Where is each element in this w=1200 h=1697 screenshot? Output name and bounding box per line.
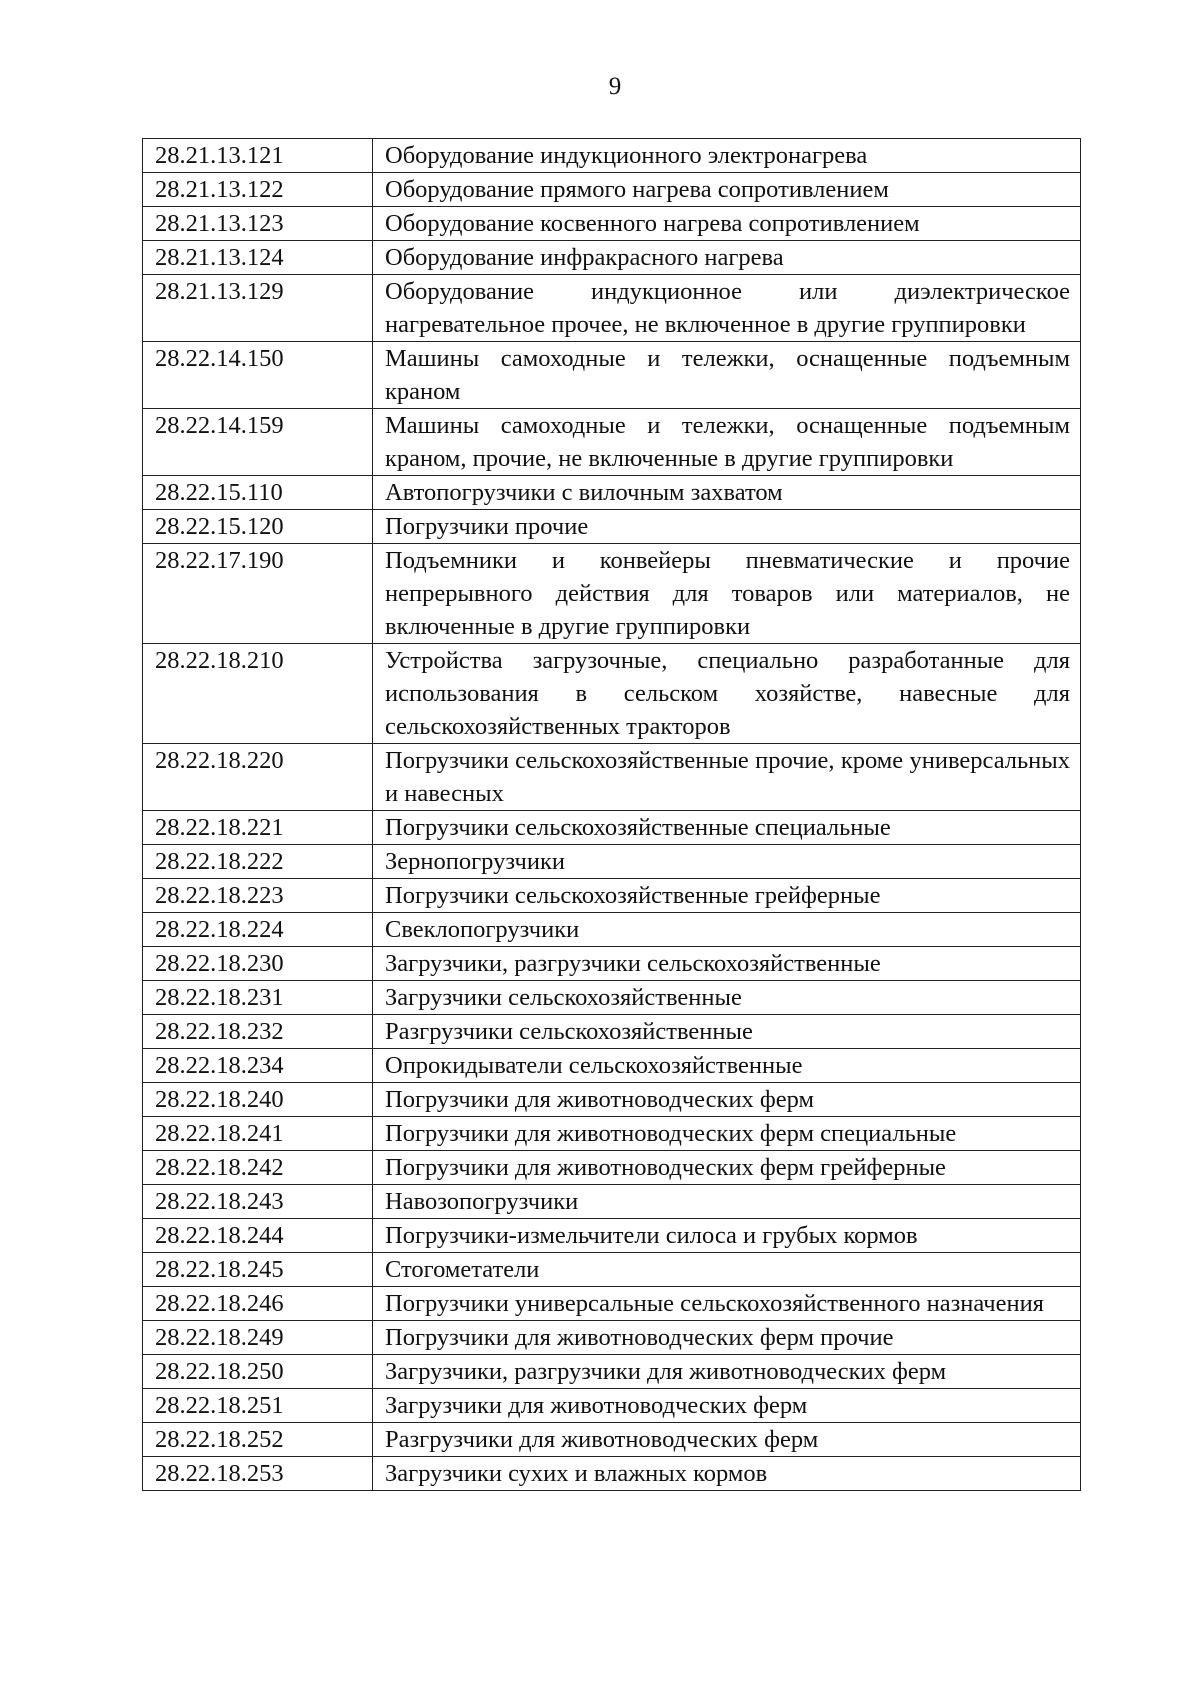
row-description: Зернопогрузчики — [373, 845, 1081, 879]
row-code: 28.22.18.252 — [143, 1423, 373, 1457]
table-row — [143, 1049, 1081, 1083]
row-code: 28.22.18.221 — [143, 811, 373, 845]
table-row — [143, 744, 1081, 811]
table-row — [143, 207, 1081, 241]
row-description: Опрокидыватели сельскохозяйственные — [373, 1049, 1081, 1083]
table-row — [143, 476, 1081, 510]
table-row — [143, 1287, 1081, 1321]
row-description: Стогометатели — [373, 1253, 1081, 1287]
row-description: Загрузчики сельскохозяйственные — [373, 981, 1081, 1015]
table-body — [143, 139, 1081, 1491]
table-row — [143, 1151, 1081, 1185]
row-code: 28.22.18.223 — [143, 879, 373, 913]
table-row — [143, 981, 1081, 1015]
table-row — [143, 544, 1081, 644]
table-row — [143, 845, 1081, 879]
row-code: 28.22.18.250 — [143, 1355, 373, 1389]
row-code: 28.22.18.244 — [143, 1219, 373, 1253]
row-code: 28.22.18.210 — [143, 644, 373, 744]
row-code: 28.22.18.220 — [143, 744, 373, 811]
row-code: 28.22.15.120 — [143, 510, 373, 544]
row-description: Машины самоходные и тележки, оснащенные подъемным краном — [373, 342, 1081, 409]
table-row — [143, 913, 1081, 947]
row-description: Свеклопогрузчики — [373, 913, 1081, 947]
table-row — [143, 644, 1081, 744]
table-row — [143, 1457, 1081, 1491]
row-description: Погрузчики для животноводческих ферм грейферные — [373, 1151, 1081, 1185]
row-code: 28.22.18.251 — [143, 1389, 373, 1423]
table-row — [143, 1253, 1081, 1287]
row-description: Разгрузчики для животноводческих ферм — [373, 1423, 1081, 1457]
row-description: Погрузчики для животноводческих ферм — [373, 1083, 1081, 1117]
row-code: 28.21.13.124 — [143, 241, 373, 275]
row-code: 28.22.17.190 — [143, 544, 373, 644]
row-description: Разгрузчики сельскохозяйственные — [373, 1015, 1081, 1049]
row-description: Устройства загрузочные, специально разработанные для использования в сельском хозяйстве, навесные для сельскохозяйственных тракторов — [373, 644, 1081, 744]
table-row — [143, 1321, 1081, 1355]
table-row — [143, 947, 1081, 981]
table-row — [143, 811, 1081, 845]
row-code: 28.21.13.121 — [143, 139, 373, 173]
row-description: Оборудование прямого нагрева сопротивлением — [373, 173, 1081, 207]
row-description: Загрузчики для животноводческих ферм — [373, 1389, 1081, 1423]
row-description: Оборудование индукционное или диэлектрическое нагревательное прочее, не включенное в другие группировки — [373, 275, 1081, 342]
row-code: 28.22.18.241 — [143, 1117, 373, 1151]
row-code: 28.22.18.245 — [143, 1253, 373, 1287]
table-row — [143, 1423, 1081, 1457]
table-row — [143, 1015, 1081, 1049]
row-code: 28.22.18.242 — [143, 1151, 373, 1185]
row-code: 28.22.18.222 — [143, 845, 373, 879]
row-description: Автопогрузчики с вилочным захватом — [373, 476, 1081, 510]
row-code: 28.22.18.253 — [143, 1457, 373, 1491]
row-code: 28.22.18.230 — [143, 947, 373, 981]
page-number: 9 — [608, 73, 622, 100]
row-description: Оборудование инфракрасного нагрева — [373, 241, 1081, 275]
row-code: 28.22.14.159 — [143, 409, 373, 476]
row-description: Оборудование индукционного электронагрева — [373, 139, 1081, 173]
table-row — [143, 173, 1081, 207]
row-description: Погрузчики сельскохозяйственные специальные — [373, 811, 1081, 845]
row-code: 28.21.13.122 — [143, 173, 373, 207]
row-description: Погрузчики сельскохозяйственные грейферные — [373, 879, 1081, 913]
table-row — [143, 879, 1081, 913]
row-code: 28.22.18.243 — [143, 1185, 373, 1219]
row-code: 28.21.13.129 — [143, 275, 373, 342]
row-description: Погрузчики для животноводческих ферм прочие — [373, 1321, 1081, 1355]
row-description: Подъемники и конвейеры пневматические и прочие непрерывного действия для товаров или материалов, не включенные в другие группировки — [373, 544, 1081, 644]
table-row — [143, 1117, 1081, 1151]
table-row — [143, 241, 1081, 275]
table-row — [143, 1219, 1081, 1253]
row-description: Погрузчики универсальные сельскохозяйственного назначения — [373, 1287, 1081, 1321]
row-code: 28.22.18.231 — [143, 981, 373, 1015]
row-description: Погрузчики прочие — [373, 510, 1081, 544]
row-description: Погрузчики-измельчители силоса и грубых кормов — [373, 1219, 1081, 1253]
table-row — [143, 275, 1081, 342]
row-code: 28.22.18.232 — [143, 1015, 373, 1049]
table-row — [143, 510, 1081, 544]
row-code: 28.22.18.224 — [143, 913, 373, 947]
table-row — [143, 1083, 1081, 1117]
table-row — [143, 409, 1081, 476]
classification-table — [142, 138, 1081, 1491]
table-row — [143, 1389, 1081, 1423]
table-row — [143, 1185, 1081, 1219]
table-row — [143, 139, 1081, 173]
table-row — [143, 342, 1081, 409]
row-description: Оборудование косвенного нагрева сопротивлением — [373, 207, 1081, 241]
row-code: 28.22.15.110 — [143, 476, 373, 510]
row-code: 28.22.18.249 — [143, 1321, 373, 1355]
row-code: 28.22.14.150 — [143, 342, 373, 409]
row-code: 28.21.13.123 — [143, 207, 373, 241]
table-row — [143, 1355, 1081, 1389]
row-code: 28.22.18.246 — [143, 1287, 373, 1321]
row-code: 28.22.18.240 — [143, 1083, 373, 1117]
row-description: Погрузчики сельскохозяйственные прочие, кроме универсальных и навесных — [373, 744, 1081, 811]
row-description: Машины самоходные и тележки, оснащенные подъемным краном, прочие, не включенные в другие группировки — [373, 409, 1081, 476]
row-description: Загрузчики, разгрузчики для животноводческих ферм — [373, 1355, 1081, 1389]
row-code: 28.22.18.234 — [143, 1049, 373, 1083]
row-description: Загрузчики, разгрузчики сельскохозяйственные — [373, 947, 1081, 981]
row-description: Погрузчики для животноводческих ферм специальные — [373, 1117, 1081, 1151]
row-description: Загрузчики сухих и влажных кормов — [373, 1457, 1081, 1491]
row-description: Навозопогрузчики — [373, 1185, 1081, 1219]
